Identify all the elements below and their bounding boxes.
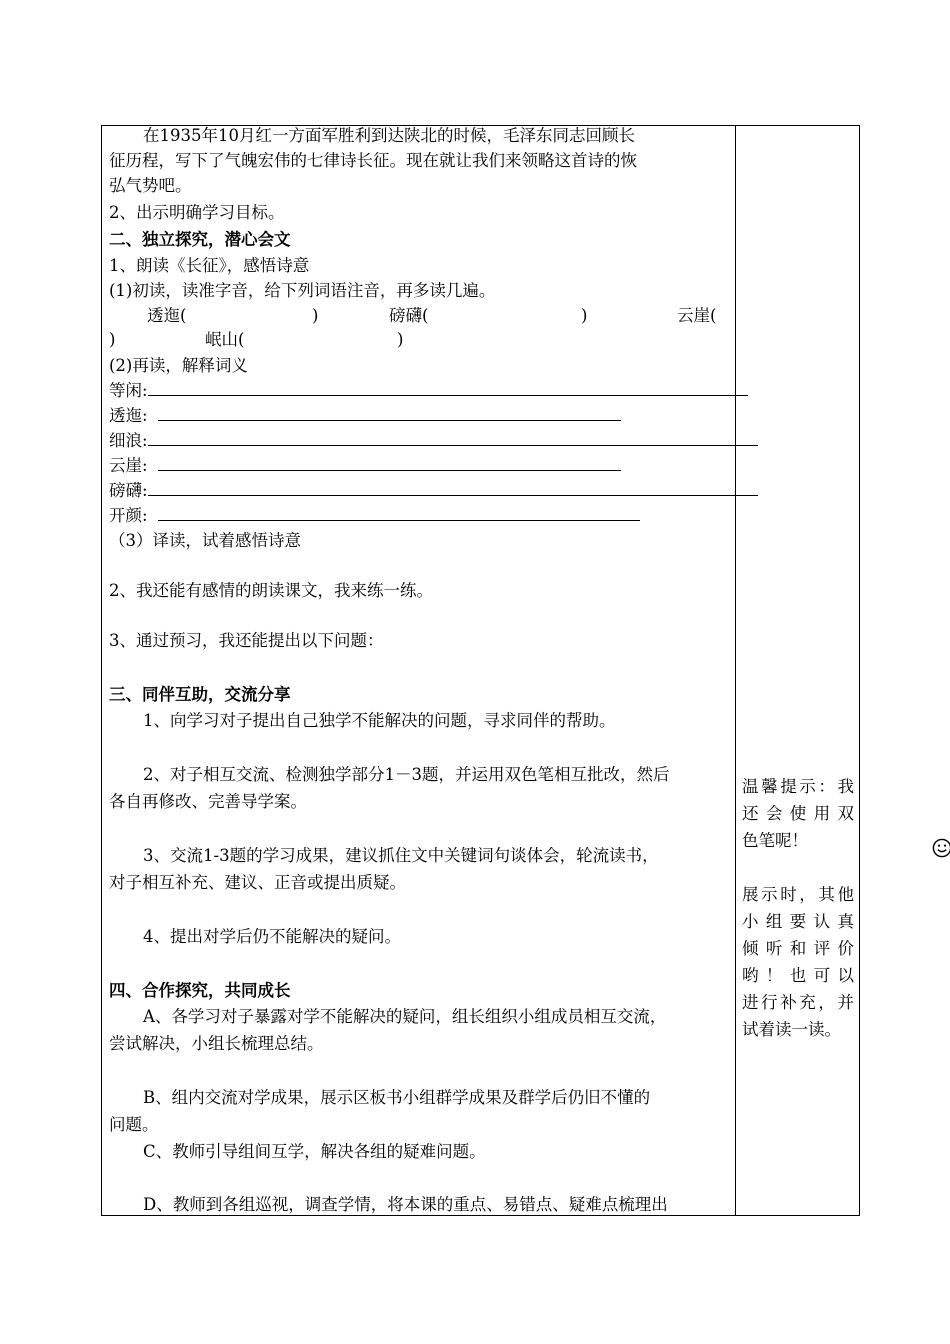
term-row bbox=[109, 504, 640, 528]
pinyin-close-1: ) bbox=[312, 306, 319, 325]
term-label: 透迤: bbox=[109, 406, 148, 425]
section3-p3-line1: 3、交流1-3题的学习成果，建议抓住文中关键词句谈体会，轮流读书， bbox=[143, 846, 659, 865]
note-line: 倾听和评价 bbox=[742, 939, 854, 958]
pinyin-word-3: 云崖( bbox=[677, 306, 717, 325]
term-label: 开颜: bbox=[109, 506, 148, 525]
pinyin-close-2: ) bbox=[581, 306, 588, 325]
section3-p4: 4、提出对学后仍不能解决的疑问。 bbox=[143, 927, 401, 946]
note-line: 进行补充，并 bbox=[742, 993, 854, 1012]
section3-p2-line1: 2、对子相互交流、检测独学部分1－3题，并运用双色笔相互批改，然后 bbox=[143, 765, 670, 784]
pinyin-word-4: 岷山( bbox=[205, 330, 245, 349]
note-line: 试着读一读。 bbox=[742, 1020, 841, 1039]
section2-step1b: (2)再读，解释词义 bbox=[109, 356, 248, 375]
note-line: 展示时，其他 bbox=[742, 885, 854, 904]
intro-line-3: 弘气势吧。 bbox=[109, 176, 192, 195]
pinyin-close-3: ) bbox=[109, 330, 116, 349]
answer-line[interactable] bbox=[148, 429, 758, 446]
term-row bbox=[109, 479, 758, 503]
intro-item-2: 2、出示明确学习目标。 bbox=[109, 203, 285, 222]
term-label: 磅礴: bbox=[109, 481, 148, 500]
pinyin-word-1: 透迤( bbox=[147, 306, 187, 325]
term-row bbox=[109, 429, 758, 453]
section2-step2: 2、我还能有感情的朗读课文，我来练一练。 bbox=[109, 581, 433, 600]
term-row bbox=[109, 454, 621, 478]
answer-line[interactable] bbox=[148, 479, 758, 496]
section4-pC: C、教师引导组间互学，解决各组的疑难问题。 bbox=[143, 1142, 486, 1161]
answer-line[interactable] bbox=[158, 504, 640, 521]
section2-step1c: （3）译读，试着感悟诗意 bbox=[109, 531, 301, 550]
answer-line[interactable] bbox=[158, 454, 621, 471]
section4-pB-line1: B、组内交流对学成果，展示区板书小组群学成果及群学后仍旧不懂的 bbox=[143, 1088, 651, 1107]
section3-p2-line2: 各自再修改、完善导学案。 bbox=[109, 792, 307, 811]
note-line: 小组要认真 bbox=[742, 912, 854, 931]
tip-line: 还会使用双 bbox=[742, 804, 854, 823]
intro-line-2: 征历程，写下了气魄宏伟的七律诗长征。现在就让我们来领略这首诗的恢 bbox=[109, 151, 637, 170]
answer-line[interactable] bbox=[148, 379, 748, 396]
section4-pD: D、教师到各组巡视，调查学情，将本课的重点、易错点、疑难点梳理出 bbox=[143, 1195, 668, 1214]
smiley-face-icon bbox=[932, 838, 950, 858]
section4-title: 四、合作探究，共同成长 bbox=[109, 981, 291, 1000]
term-label: 细浪: bbox=[109, 431, 148, 450]
term-label: 等闲: bbox=[109, 381, 148, 400]
pinyin-close-4: ) bbox=[397, 330, 404, 349]
tip-line: 色笔呢！ bbox=[742, 831, 808, 850]
term-row bbox=[109, 404, 621, 428]
intro-line-1: 在1935年10月红一方面军胜利到达陕北的时候，毛泽东同志回顾长 bbox=[143, 126, 635, 145]
answer-line[interactable] bbox=[158, 404, 621, 421]
column-divider bbox=[735, 126, 736, 1215]
section3-p3-line2: 对子相互补充、建议、正音或提出质疑。 bbox=[109, 873, 406, 892]
section4-pB-line2: 问题。 bbox=[109, 1115, 159, 1134]
term-label: 云崖: bbox=[109, 456, 148, 475]
section3-p1: 1、向学习对子提出自己独学不能解决的问题，寻求同伴的帮助。 bbox=[143, 711, 616, 730]
section2-step3: 3、通过预习，我还能提出以下问题： bbox=[109, 631, 384, 650]
section4-pA-line2: 尝试解决，小组长梳理总结。 bbox=[109, 1034, 324, 1053]
term-row bbox=[109, 379, 748, 403]
section2-title: 二、独立探究，潜心会文 bbox=[109, 230, 291, 249]
section2-step1: 1、朗读《长征》，感悟诗意 bbox=[109, 256, 310, 275]
section3-title: 三、同伴互助，交流分享 bbox=[109, 685, 291, 704]
section2-step1a: (1)初读，读准字音，给下列词语注音，再多读几遍。 bbox=[109, 281, 496, 300]
note-line: 哟！也可以 bbox=[742, 966, 854, 985]
tip-line: 温馨提示：我 bbox=[742, 777, 854, 796]
worksheet-table bbox=[101, 125, 860, 1216]
pinyin-word-2: 磅礴( bbox=[389, 306, 429, 325]
section4-pA-line1: A、各学习对子暴露对学不能解决的疑问，组长组织小组成员相互交流， bbox=[143, 1007, 667, 1026]
